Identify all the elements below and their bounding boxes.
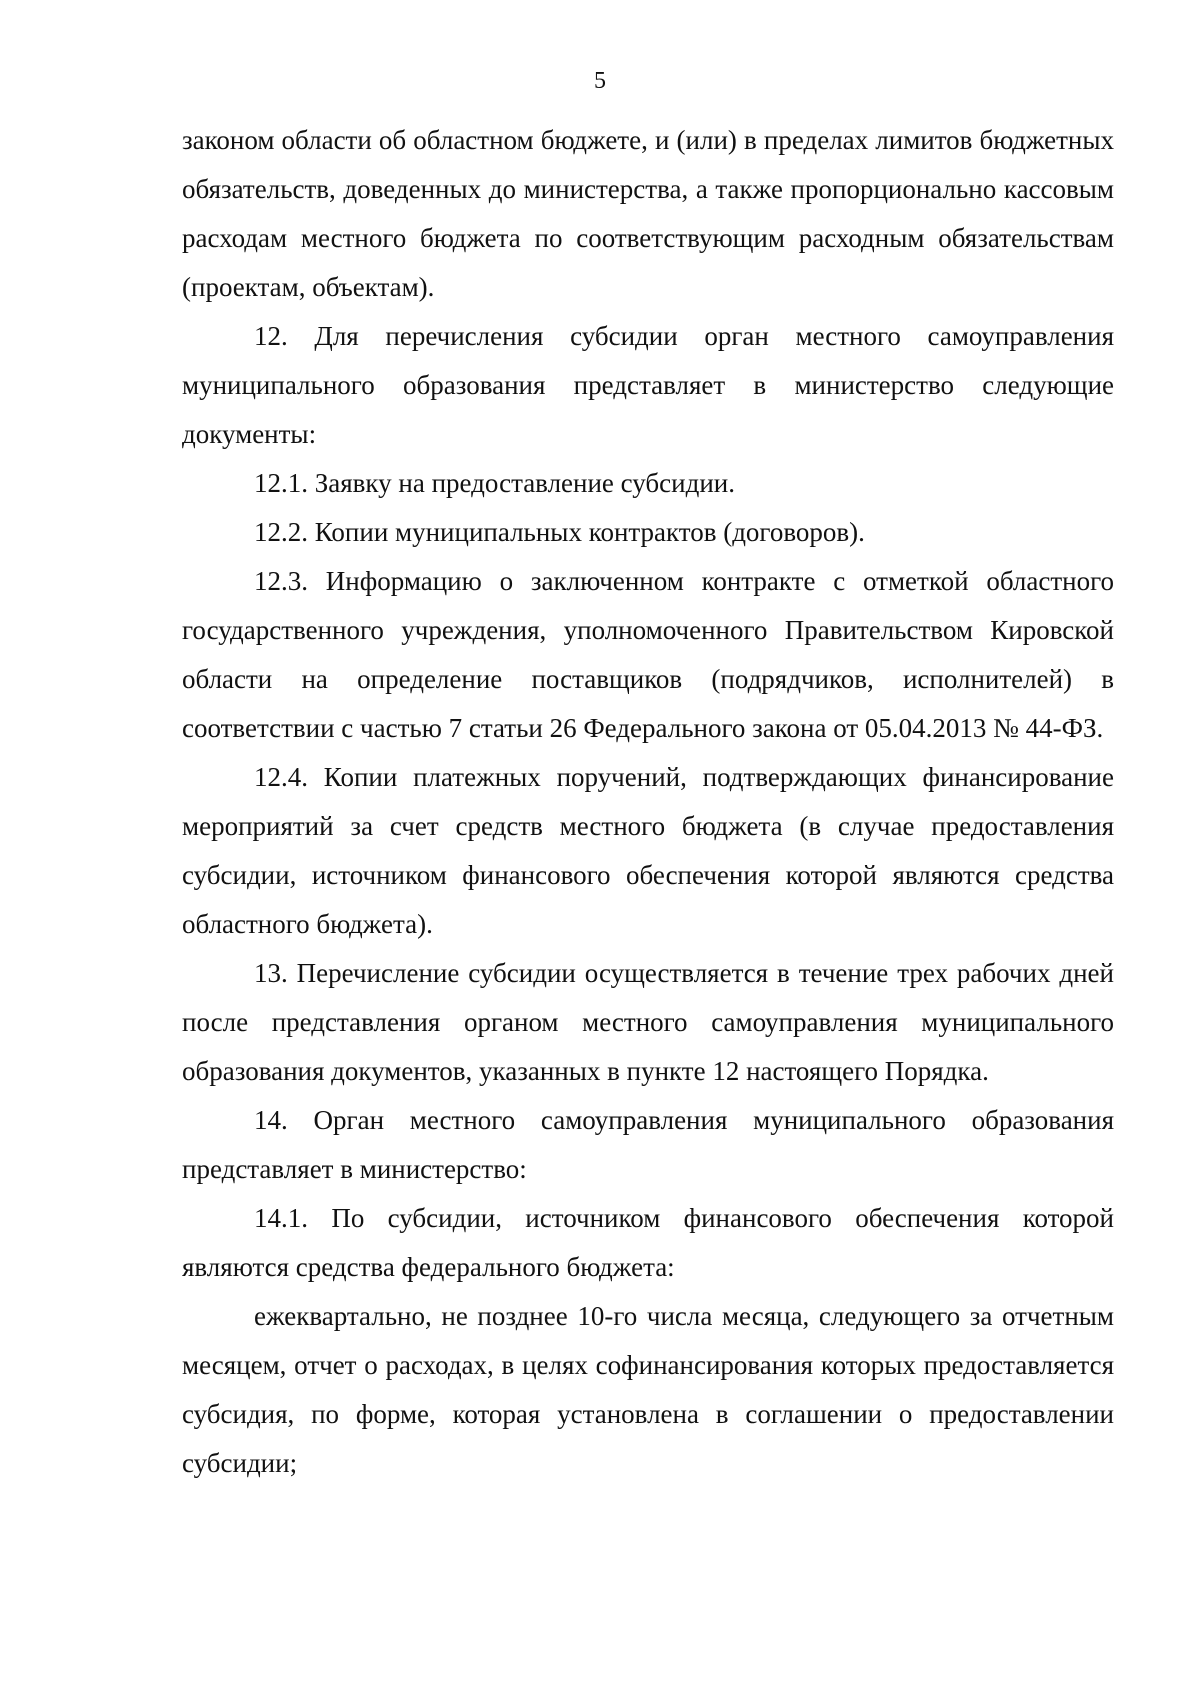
paragraph-14-1: 14.1. По субсидии, источником финансового обеспечения которой являются средства федерального бюджета: [182, 1203, 1114, 1282]
paragraph-13: 13. Перечисление субсидии осуществляется в течение трех рабочих дней после представления органом местного самоуправления муниципального образования документов, указанных в пункте 12 настоящего Порядка. [182, 958, 1114, 1086]
paragraph-14: 14. Орган местного самоуправления муниципального образования представляет в министерство: [182, 1105, 1114, 1184]
paragraph-12-2: 12.2. Копии муниципальных контрактов (договоров). [254, 517, 865, 547]
paragraph-12-1: 12.1. Заявку на предоставление субсидии. [254, 468, 735, 498]
paragraph-budget-continuation: законом области об областном бюджете, и (или) в пределах лимитов бюджетных обязательств, доведенных до министерства, а также пропорционально кассовым расходам местного бюджета по соответствующим расходным обязательствам (проектам, объектам). [182, 125, 1114, 302]
paragraph-quarterly-report: ежеквартально, не позднее 10-го числа месяца, следующего за отчетным месяцем, отчет о расходах, в целях софинансирования которых предоставляется субсидия, по форме, которая установлена в соглашении о предоставлении субсидии; [182, 1301, 1114, 1478]
paragraph-12-3: 12.3. Информацию о заключенном контракте с отметкой областного государственного учреждения, уполномоченного Правительством Кировской области на определение поставщиков (подрядчиков, исполнителей) в соответствии с частью 7 статьи 26 Федерального закона от 05.04.2013 № 44-ФЗ. [182, 566, 1114, 743]
paragraph-12-4: 12.4. Копии платежных поручений, подтверждающих финансирование мероприятий за счет средств местного бюджета (в случае предоставления субсидии, источником финансового обеспечения которой являются средства областного бюджета). [182, 762, 1114, 939]
document-body [182, 116, 1114, 1488]
page-number: 5 [594, 68, 606, 94]
paragraph-12: 12. Для перечисления субсидии орган местного самоуправления муниципального образования представляет в министерство следующие документы: [182, 321, 1114, 449]
